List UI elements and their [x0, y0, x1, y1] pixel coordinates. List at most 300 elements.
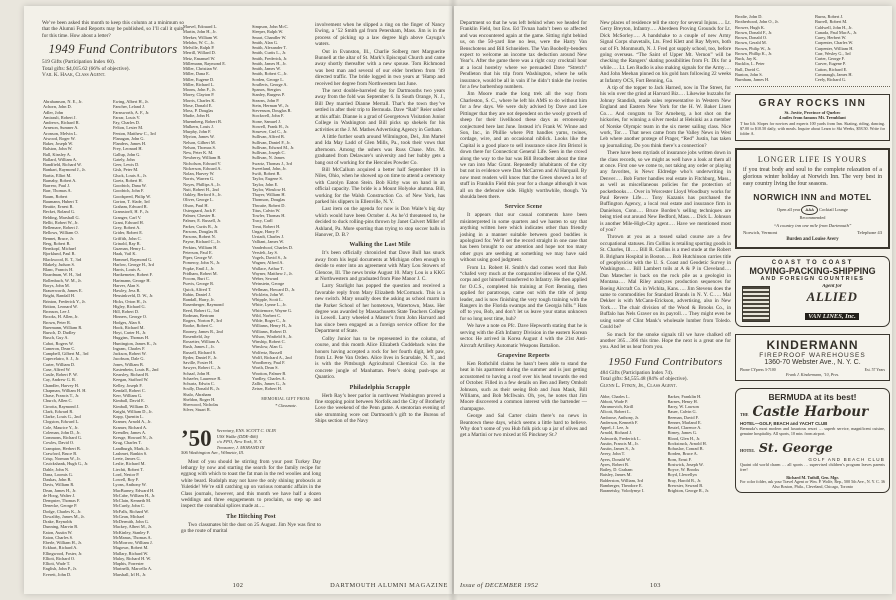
contributor-name: Bandfield, Richard W.	[43, 162, 82, 167]
contributor-name: Smith, Curtis L., Jr.	[252, 50, 287, 56]
warehouse-building-icon	[742, 286, 770, 322]
kindermann-est: Est. 57 Years	[864, 367, 885, 372]
contributor-name: Bunton, John S.	[735, 71, 763, 77]
contributor-name: Ambrose, Anthony, Jr.	[600, 414, 639, 420]
contributor-name: Wild, Norbert C.	[252, 312, 282, 318]
allied-brand-bar: VAN LINES, Inc.	[805, 313, 859, 320]
contributor-name: White, Lynne L., Jr.	[252, 302, 287, 308]
contributor-name: Perkins, William H.	[183, 244, 218, 250]
contributor-name: Liechti, Robert T.	[113, 466, 144, 472]
contributor-name: Parker, Curtis R., Jr.	[183, 223, 219, 229]
fund-1949-names-col-a	[43, 99, 109, 577]
contributor-name: Smith, James H., Jr.	[252, 60, 287, 66]
contributor-name: Martin, John H., Jr.	[183, 29, 217, 35]
contributor-name: Morey, Clayton P.	[183, 92, 215, 98]
contributor-name: Meeker, William W.	[183, 34, 219, 40]
ad-column	[735, 14, 890, 500]
contributor-name: Soufleris, George A.	[252, 81, 288, 87]
contributor-name: McGean, Michael	[113, 513, 145, 519]
contributor-name: Barker, Franklin H.	[667, 393, 702, 399]
contributor-name: Merrill, Willard D.	[183, 50, 216, 56]
page-right	[454, 6, 892, 594]
paragraph: Thrown at you as a tossed salad course are a few occupational statuses. Jim Collins is retailing sporting goods in St. Charles, Ill….. Bill R. Collins is a med stude at the Robert B. Brigham Hospital in Boston…. Bob Hutchinson carries title of geophysicist with the U. S. Coast and Geodetic Survey in Washington…. Bill Lambert toils at A & P in Cleveland…. Dan Matecher is back on the rock pile as a geologist in Montana…. Mal Riley analyzes production sequences for Boeing Aircraft Co. in Wichita, Kans….. Jim Stevens does the same to commodities for Standard Brands in N. Y. C….. Mal Dekker is with McCann-Erickson, advertising, also in New York…. The chair division of the Wood & Brooks Co., in Buffalo has Nels Graver on its payroll…. They might even be using some of Clint Mank’s wholesale lumber from Toledo. Could be?	[600, 234, 731, 331]
contributor-name: Gluck, Louis A., Jr.	[113, 172, 147, 178]
contributor-name: Ceely, Richard G.	[815, 77, 847, 82]
contributor-name: Scully, Donald B., Jr.	[183, 386, 221, 392]
contributor-name: Nelson, Gilbert M.	[183, 139, 216, 145]
fund-1949-names-col-b	[113, 99, 179, 577]
contributor-name: Williams, Robert D.	[252, 328, 288, 334]
contributor-name: Barnaby, Robert A.	[43, 177, 77, 183]
contributor-name: Hammel, Raymond G.	[113, 256, 153, 262]
fund-1949-stat-total: Total gifts: $4,015.62 (66% of objective).	[42, 65, 130, 72]
bermuda-hotel-label: HOTEL	[740, 447, 755, 453]
contributor-name: Olson, Paul H.	[183, 202, 209, 208]
contributor-name: Carver, Eugene P.	[815, 61, 846, 67]
contributor-name: Capecelatro, S. J., Jr.	[43, 356, 80, 362]
contributor-name: Krug, Charles T.	[113, 440, 142, 446]
ad-allied-van-lines	[735, 256, 890, 327]
contributor-name: Carpenter, William H.	[815, 45, 854, 51]
fund-1950-title: 1950 Fund Contributors	[608, 355, 723, 368]
fund-1950-continuation	[735, 14, 890, 87]
contributor-name: Harver, Alan S.	[113, 282, 140, 288]
contributor-name: Kerr, William G.	[113, 393, 143, 398]
contributor-name: Ingram, Charles F.	[113, 345, 146, 351]
paragraph: involvement when he slipped a ring on the finger of Nancy Ewing, a ’52 Smith gal from Petersham, Mass. Jim is in the process of picking up a law degree high above Cayuga’s waters.	[315, 22, 445, 48]
contributor-name: Carr, Wesley G., 3rd	[815, 50, 851, 56]
contributor-name: Baum, Robert	[43, 193, 68, 199]
contributor-name: Knight, William D., Jr.	[113, 408, 153, 414]
contributor-name: Millemann, Raymond E.	[183, 60, 226, 66]
contributor-name: Hartkemeier, Robert F.	[113, 272, 153, 278]
contributor-name: Ayres, Robert B.	[600, 461, 630, 467]
contributor-name: Kramer, Richard A.	[113, 424, 148, 430]
contributor-name: Swift, Robert B.	[252, 171, 281, 176]
fund-1950-names-col-b	[668, 394, 732, 494]
contributor-name: Zeiser, Robert H.	[252, 386, 282, 392]
contributor-name: Wicklein, John W.	[252, 291, 284, 297]
fund-1950-stat-total: Total gifts: $4,555.48 (84% of objective).	[600, 376, 688, 383]
contributor-name: Maphis, Forrester	[113, 561, 144, 566]
norwich-recommended: Recommended	[799, 214, 826, 220]
contributor-name: Kresge, Howard N., Jr.	[113, 435, 153, 440]
class-50-notes-col2	[600, 20, 731, 493]
contributor-name: Piper, George W.	[183, 255, 213, 260]
contributor-name: Mudie, John H.	[183, 113, 211, 119]
contributor-name: Davis, William R.	[43, 482, 75, 488]
contributor-name: Avery, John T.	[600, 451, 626, 457]
contributor-name: Baisley, James M.	[600, 472, 632, 478]
contributor-name: Woodberry, Paul F.	[252, 360, 286, 365]
contributor-name: Vanderhoof, Charles D.	[252, 244, 294, 250]
contributor-name: Birney, James G.	[667, 430, 698, 436]
contributor-name: McCurdy, John C.	[113, 503, 145, 509]
norwich-town: Norwich, Vermont	[743, 229, 778, 235]
bermuda-the: THE	[740, 411, 749, 417]
fund-1950-names-col-a	[600, 394, 664, 494]
contributor-name: Miller, Richard L.	[183, 81, 215, 87]
contributor-name: Bailey, D. Graham	[600, 467, 633, 472]
fund-1950-stat-gifts: 484 Gifts (Participation Index 74).	[600, 369, 674, 376]
contributor-name: Amirault, Robert J.	[43, 114, 77, 120]
contributor-name: Stevenson, Douglas R.	[252, 108, 292, 113]
contributor-name: Ungar, Harry F.	[252, 228, 280, 234]
contributor-name: Boardman, W. H., 3rd	[43, 272, 82, 278]
contributor-name: Blakely, Judson S.	[43, 261, 76, 267]
contributor-name: Fay, Charles D.	[113, 120, 140, 125]
fund-1950-cont-col-a	[735, 14, 811, 82]
contributor-name: Smith, Alexander T.	[252, 45, 287, 50]
contributor-name: Kelley, Joseph F.	[113, 382, 143, 388]
contributor-name: Kendall, Robert C.	[113, 387, 146, 393]
contributor-name: Winship, Robert C.	[252, 339, 286, 344]
contributor-name: Bamberger, Theodore E.	[600, 482, 643, 488]
contributor-name: Goetz, Robert H.	[113, 177, 143, 183]
contributor-name: Carter, William D.	[43, 361, 76, 367]
contributor-name: Bronson, Lee J.	[43, 309, 71, 314]
contributor-name: Brauerworth, James E.	[43, 288, 83, 293]
contributor-name: Russell, Richard S.	[183, 349, 217, 355]
contributor-name: Bernkopf, Michael	[43, 246, 76, 251]
contributor-name: Wilde, Roger C., Jr.	[252, 318, 287, 323]
contributor-name: Chase, Francis T., Jr.	[43, 393, 80, 398]
contributor-name: McFalls, Richard W.	[113, 508, 149, 514]
fund-1950-class-agent: Glenn L. Fitkin, Jr., Class Agent.	[600, 382, 678, 389]
contributor-name: Borden, Bruce A.	[667, 451, 698, 457]
contributor-name: Ballard, William A.	[43, 156, 78, 162]
contributor-name: Crisp, Norman W., Jr.	[43, 456, 81, 461]
gray-rocks-body: T bar lift. Slopes for novices and experts 100 yards from Inn. Skating, riding, dancing. $7.00 to $10.50 daily, with meals. Inquire about Learn to Ski Weeks, $58.50. Write for folder A.	[740, 121, 885, 137]
contributor-name: Saville, Foster H.	[183, 360, 214, 365]
norwich-owners: Burden and Louise Avery	[786, 236, 839, 242]
contributor-name: Keegan, Stafford W.	[113, 377, 149, 383]
contributor-name: Miller, Dana E.	[183, 71, 210, 77]
contributor-name: Oakley, Berford S., Jr.	[183, 192, 222, 197]
contributor-name: Whittemore, Wayne G.	[252, 307, 293, 313]
contributor-name: Benner, Marland E.	[667, 419, 702, 425]
allied-agent-for: Agent for	[822, 283, 842, 289]
contributor-name: Stone, Samuel J.	[252, 118, 281, 124]
contributor-name: Bohuslav, Conrad B.	[667, 446, 704, 451]
contributor-name: Buck, Jay K.	[735, 56, 758, 61]
contributor-name: Wolfertz, Russell	[252, 349, 283, 355]
class-officer-line: Secretary, ENS. SCOTT C. OLIN	[216, 428, 277, 433]
contributor-name: Yardley, Charles A.	[252, 375, 286, 381]
contributor-name: Geer, Lewis D.	[113, 162, 140, 167]
gray-rocks-location: St. Jovite, Province of Quebec	[784, 110, 841, 116]
kindermann-warehouses: FIREPROOF WAREHOUSES	[759, 351, 866, 359]
contributor-name: Kastenbein, Louis B., 2nd	[113, 366, 159, 372]
contributor-name: Rush, James J., Jr.	[183, 344, 215, 350]
contributor-name: Hill, Robert D.	[113, 309, 140, 314]
hitching-post-heading: The Hitching Post	[226, 513, 276, 520]
bermuda-manager: Richard M. Tuthill, Gen. Mgr.	[786, 474, 839, 480]
contributor-name: Baranetsky, Volodymyr I.	[600, 488, 645, 493]
contributor-name: Rasenberger, Raymond	[183, 302, 224, 308]
contributor-name: Adler, John	[43, 109, 64, 115]
contributor-name: Metz, Emanuel W.	[183, 55, 216, 61]
paragraph: A little further south around Wilmington, Del., Jim Martel and Ida May Ladd of Glen Mills, Pa., took their vows that afternoon. Among the ushers was Russ Chase. Mrs. M. graduated from Delaware’s university and her hubby gets a bang out of working for the Hercules Powder Co.	[315, 133, 445, 166]
contributor-name: Valliant, James W.	[252, 239, 285, 245]
contributor-name: Elliott, Wade T.	[43, 561, 71, 566]
contributor-name: Stockwell, John F.	[252, 113, 284, 119]
contributor-name: Marinelli, Marcello A.	[113, 566, 153, 572]
fund-1949-names-col-c	[183, 24, 249, 413]
contributor-name: Payne, Richard C., Jr.	[183, 239, 221, 245]
classmate-footnote: * Classmate.	[275, 402, 297, 408]
norwich-name: NORWICH INN and MOTEL	[753, 191, 872, 202]
contributor-name: McKinley, Stanley F.	[113, 529, 150, 535]
contributor-name: Ashworth, Frederick L.	[600, 435, 641, 441]
contributor-name: Bjorklund, Paul R.	[43, 251, 76, 257]
contributor-name: Hicks, Orton H., Jr.	[113, 298, 147, 304]
contributor-name: Palmer, E. Russell, Jr.	[183, 218, 222, 224]
contributor-name: Struever, Carl C., Jr.	[252, 129, 288, 134]
contributor-name: Dempster, Thomas F.	[43, 498, 81, 503]
class-50-notes-col1	[460, 20, 587, 440]
right-page-number: 103	[650, 582, 661, 589]
contributor-name: Spanos, Stergios	[252, 87, 281, 92]
contributor-name: Bull, David C.	[735, 66, 761, 72]
contributor-name: Rosenfield, Jay	[183, 333, 210, 339]
contributor-name: Barita, Elliot M.	[43, 172, 72, 178]
contributor-name: Thomson, Douglas	[252, 197, 286, 203]
paragraph: Jim Moore made the long trek all the way from Charleston, S. C., where he left his AMS to do without him for a few days. We were duly advised by Dave and Lee Pittinger that they are not dependent on the wooly growth of sheep for their livelihood these days as erroneously conjectured here last June. Instead it’s Frank W. Winne and Son, Inc., in Phillie where Pitt handles yarns, twines, cordage, wire, and an occasional niblick. Looks like the Capital is a good place to sell insurance since Jim Bristol is down there for Connecticut General Life. Seen in the crowd along the way to the bar was Bill Broadbent about the time we ran into Mac Grant. Repeatedly inhabitants of the city but not in evidence were Dan McCarren and Al Harquail. By now most readers will know that the Green showed a lot of stuff in Franklin Field this year for a change although it was all on the defensive side. Highly worthwhile, though. Ya shoulda been there.	[460, 91, 587, 200]
kindermann-address: 1360-70 Webster Ave., N. Y. C.	[764, 358, 861, 366]
contributor-name: Clarke, Louis G., 2nd	[43, 414, 81, 419]
contributor-name: Arneson, Sumner A.	[43, 125, 79, 131]
contributor-name: Huntington, James K., Jr.	[113, 340, 158, 346]
contributor-name: Carpenter, Charles W.	[815, 40, 854, 46]
contributor-name: Graham, Edward R.	[113, 204, 148, 209]
contributor-name: Mulkern, Louis J.	[183, 123, 214, 129]
section-heading: Service Scene	[504, 204, 543, 211]
contributor-name: Bostwick, Joseph W.	[667, 461, 704, 467]
contributor-name: Brotherhood, John O., Jr.	[735, 19, 779, 25]
contributor-name: Ostergaard, Jack F.	[183, 207, 217, 213]
paragraph: A tip of the topper to Jack Harned, now in The Street, for his win over the grind at Harvard Biz…. Likewise huzzahs for Johnny Standish, made sales representative in Western New England and Eastern New York for the H. W. Baker Linen Co…. And congrats to Tor Arneberg, a hot shot on the hickories, for winning a silver medal at Helsinki as a member of Norske Olympic team in the six meter sailing class. Nice work, Tor…. That news came from the Valley News in West Leb where another protege of Prager, “Red” Justin, has taken up journalizing. Do you think there’s a connection?	[600, 85, 731, 149]
contributor-name: Kimball, William D.	[113, 403, 149, 409]
contributor-name: Gorton, T. Slade, 3rd	[113, 198, 150, 204]
aaa-logo-icon: AAA	[801, 205, 818, 215]
contributor-name: Randall, Harry, Jr.	[183, 297, 215, 302]
contributor-name: Blood, Glen H., Jr.	[667, 435, 701, 441]
contributor-name: Leslie, Richard M.	[113, 461, 146, 467]
contributor-name: Britton, Leonard W.	[43, 303, 78, 309]
section-heading: Walking the Last Mile	[349, 242, 411, 249]
contributor-name: Bockstruck, Arnold H.	[667, 440, 707, 446]
ad-kindermann	[735, 334, 890, 381]
contributor-name: Barr, Thomas A.	[43, 188, 72, 194]
contributor-name: Rooney, James R., 2nd	[183, 328, 223, 334]
contributor-name: Aronson, Melvin L.	[43, 130, 78, 136]
contributor-name: Sherwood, Nicholas	[183, 402, 219, 407]
contributor-name: Balderston, William, 3rd	[600, 477, 643, 483]
contributor-name: Grey, Robert A.	[113, 225, 141, 230]
section-heading: Grapevine Reports	[497, 352, 550, 359]
contributor-name: Lowell, Roy F.	[113, 477, 139, 482]
class-officer-line: USS Walke (DDE-466)	[216, 433, 258, 439]
fund-1949-class-agent: Vail K. Haak, Class Agent.	[42, 72, 106, 79]
paragraph: There have been myriads of insurance jobs written down in the class records, so we might as well have a look at them all at once. First one we come to, not taking any order or playing any favorites, is Newc Eldredge who’s underwriting in Denver…. Bob Forter handles real estate in Fitchburg, Mass., as well as miscellaneous policies for the protection of pocketbooks…. Over in Worcester Lloyd Woodbury works for Paul Revere Life…. Tony Kazanis has purchased the Buffington Agency, a local real estate and insurance firm in Danielson, Conn…. Bruce Borden’s selling techniques are being tried out around New Bedford, Mass…. Dick L. Johnson is another Mile-High-City agent…. Have we mentioned most of you?	[600, 150, 731, 233]
contributor-name: Beutel, Clarence A.	[667, 425, 702, 430]
contributor-name: Peterson, Paul E.	[183, 249, 213, 255]
class-officer-line: c/o FPO, New York, N. Y.	[216, 439, 263, 444]
contributor-name: McMorrow, William J.	[113, 540, 153, 545]
contributor-name: Vogels, David S., Jr.	[252, 255, 288, 260]
contributor-name: Magown, Robert M.	[113, 545, 149, 551]
contributor-name: Silver, Stuart R.	[183, 407, 211, 413]
contributor-name: Pridham, Robert M.	[183, 270, 218, 276]
allied-line1: COAST TO COAST	[771, 259, 854, 266]
contributor-name: Church, Allen C.	[43, 398, 73, 404]
contributor-name: Nickerson, Edward A.	[183, 165, 222, 171]
contributor-name: Jacobson, Dale G.	[113, 356, 145, 362]
contributor-name: Norris, Warren G.	[183, 176, 215, 182]
contributor-name: Kopp, Quentin L.	[113, 414, 144, 419]
contributor-name: Simpson, John McC.	[252, 24, 289, 29]
contributor-name: Wolff, Richard A., 2nd	[252, 354, 292, 360]
contributor-name: Ellingwood, Foster, Jr.	[43, 550, 83, 556]
allied-line2: MOVING-PACKING-SHIPPING	[749, 265, 876, 276]
contributor-name: Dowaliby, James M., Jr.	[43, 513, 85, 519]
contributor-name: Miller, Eugene D.	[183, 76, 215, 82]
paragraph: Out in Evanston, Ill., Charlie Solberg met Marguerite Bunnell at the altar of St. Mark’s Episcopal Church and came away shortly thereafter with a new spouse. Tom Richmond was best man and several of our elder brethren from ’49 directed traffic. The bride logged in two years at ’Hamp and received her degree from Northwestern last June.	[315, 48, 445, 87]
contributor-name: Brown, Peter R.	[43, 319, 71, 325]
contributor-name: McDermith, John G.	[113, 519, 149, 524]
page-left	[24, 6, 452, 594]
contributor-name: Wellman, Howard D., Jr.	[252, 286, 296, 292]
contributor-name: Smart, Chandler W.	[252, 34, 287, 40]
paragraph: Ken Rothchild claims he hasn’t been able to stand the heat in his apartment during the summer and is just getting accustomed to having a roof over his head towards the end of October. Filled in a few details on Ben and Betty Omholt Johnson, such as their seeing Bob and Joan Mauk, Bill Williams, and Bob McIlwain. Oh, yes, he notes that Jim Moore discovered a common interest with the bartender — champagne.	[460, 360, 587, 412]
contributor-name: Brown, Donald F., Jr.	[735, 29, 773, 35]
paragraph: From Lt. Robert H. Smith’s dad comes word that Bob “chafed very much at the comparative idleness of the Q.M. corps and got himself transferred to Infantry. He then applied for O.C.S., completed his training at Fort Benning, then applied for paratroops, came out with the title of jump leader, and is now finishing the very tough training with the Rangers in the Florida swamps and the Georgia hills.” Hats off to you, Bob, and don’t let us leave your status unknown for so long next time, huh?	[460, 264, 588, 322]
contributor-name: Atwood, Roger W.	[43, 135, 76, 141]
paragraph: Herb Ray’s beer parlor in northwest Washington proved a fine stopping point between Norfolk and the City of Brotherly Love the weekend of the Penn game. A stentorian evening of uke strumming wore out Dartmouth’s gift to the Bureau of Ships section of the Navy	[315, 392, 445, 425]
kindermann-name: KINDERMANN	[766, 337, 859, 352]
paragraph: It’s been officially chronicled that Dave Bull has snuck away from his legal documents at Michigan often enough to decide to enter into an agreement with Mary Lou Stowers of Glencoe, Ill. The news broke August 10. Mary Lou is a KKG at Northwestern and graduated from Pine Manor J. C.	[315, 250, 445, 283]
contributor-name: Moons, John F., Jr.	[183, 87, 216, 92]
contributor-name: Miller, Christian W.	[183, 66, 218, 71]
contributor-name: Fenton, Matthew C., 3rd	[113, 130, 156, 136]
contributor-name: Wallace, Arthur T.	[252, 265, 284, 271]
paragraph: We have a note on Pfc. Dave Hepworth stating that he is serving with the 45th Infantry Division in the eastern Korean sector. He arrived in Korea August 4 with the 21st Anti-Aircraft Artillery Automatic Weapons Battalion.	[460, 323, 587, 349]
contributor-name: Busch, Guy A.	[43, 335, 69, 341]
contributor-name: Farnsworth, A. F., Jr.	[113, 109, 150, 115]
contributor-name: Flanagan, John G.	[113, 135, 145, 141]
st-george-sub: GOLF AND BEACH CLUB	[808, 456, 885, 462]
contributor-name: Melohn, W. C., Jr.	[183, 39, 215, 45]
bermuda-other-cities: Also Boston, Phila., Cleveland, Chicago, Toronto	[771, 483, 854, 489]
contributor-name: Bankart, Raymond J., Jr.	[43, 167, 86, 173]
contributor-name: Ewing, Albert H., Jr.	[113, 99, 149, 104]
paragraph: It appears that our casual comments have been misinterpreted in some quarters and we hasten to say that anything written here which indicates other than friendly joshing in a manner suitable between good buddies is apologized for. We’ll set the record straight in one case that has been brought to our attention and hope not too many other guys are seething at something we may have said without using good judgment.	[460, 212, 587, 264]
contributor-name: Leete, James G.	[113, 456, 141, 461]
contributor-name: Barry, W. Lawson	[667, 404, 699, 409]
contributor-name: Coleman, John D., Jr.	[43, 429, 81, 435]
paragraph: The next double-barreled day for Dartmouths two years away from the fold was September 6. In South Orange, N. J., Bill Dey married Dianne Merrall. That’s the town they’ve settled in after their trip to Bermuda. Dave “Rab” Reier ushed at this affair. Dianne is a grad of Georgetown Visitation Junior College in Washington and Bill picks up shekels for his activities at the J. M. Mathes Advertising Agency in Gotham.	[315, 88, 445, 133]
contributor-name: Jones, William B.	[113, 361, 144, 367]
st-george-body: Quaint old world charm … all sports … supervised children’s program leaves parents free!	[740, 461, 885, 472]
contributor-name: Bellows, William O.	[43, 230, 79, 236]
contributor-name: Carter, George F.	[815, 56, 845, 61]
contributor-name: Cameron, Dean C.	[43, 345, 76, 351]
ad-gray-rocks-inn	[735, 94, 890, 141]
contributor-name: Bray, Harold B., Jr.	[667, 477, 702, 483]
contributor-name: Sullivan, N. James	[252, 155, 285, 161]
contributor-name: Hook, Richard M.	[113, 324, 145, 330]
contributor-name: Gramstorff, H. F., Jr.	[113, 209, 150, 215]
allied-brand: ALLIED	[806, 288, 858, 304]
gray-rocks-title: GRAY ROCKS INN	[758, 98, 867, 110]
contributor-name: Catton, Richard E.	[815, 66, 848, 72]
contributor-name: Stearns, John P.	[252, 97, 280, 103]
hitching-post-text: Two classmates bit the dust on 25 August. Jim Nye was first to go the route of marital	[181, 521, 321, 535]
contributor-name: Cay, Andrew G. R.	[43, 377, 77, 383]
class-1949-header-block	[42, 20, 184, 79]
contributor-name: Muennberg, Robert B.	[183, 118, 223, 124]
contributor-name: Barrero, Paul J.	[43, 183, 71, 188]
contributor-name: Abbe, Charles L.	[600, 393, 630, 399]
contributor-name: Balston, John W.	[43, 146, 73, 152]
castle-harbour-sub: HOTEL—GOLF, BEACH and YACHT CLUB	[740, 420, 828, 426]
contributor-name: Smith, Alan G.	[252, 39, 279, 45]
contributor-name: Whipple, Scott L.	[252, 297, 283, 302]
contributor-name: Goodspeed, Philip W.	[113, 193, 151, 199]
contributor-name: Rabin, Daniel J.	[183, 291, 211, 297]
contributor-name: Guzman, Henry L.	[113, 246, 146, 251]
contributor-name: Bucklin, L. Peter	[735, 61, 765, 67]
contributor-name: Bollenbach, W. M., Jr.	[43, 277, 82, 283]
castle-harbour-body: Bermuda’s most modern and luxurious resort … superb service, magnificent cuisine, genuine hospitality. All sports, 10 min. from airport.	[740, 425, 885, 436]
contributor-name: Swartz, Thomas J., 3rd	[252, 160, 292, 166]
contributor-name: Sullivan, Joseph C.	[252, 150, 286, 155]
contributor-name: Goodrich, John F.	[113, 188, 145, 194]
contributor-name: Bennet, Bruce, Jr.	[43, 235, 75, 241]
contributor-name: Cruickshank, Hugh G., Jr.	[43, 461, 89, 467]
contributor-name: New, Peter K. M.	[183, 150, 214, 155]
contributor-name: Carey, Herbert W.	[815, 35, 847, 40]
contributor-name: Jackson, Robert W.	[113, 351, 147, 356]
contributor-name: Flanders, James H.	[113, 141, 147, 146]
contributor-name: Weber, Seward	[252, 276, 279, 281]
contributor-name: Hartmann, George H.	[113, 277, 151, 283]
contributor-name: Rossetter, William A.	[183, 339, 221, 344]
memorial-gift-label: MEMORIAL GIFT FROM:	[261, 396, 311, 401]
contributor-name: Goodrich, Dana W.	[113, 183, 147, 188]
contributor-name: Schaefer, Laurence R.	[183, 375, 222, 381]
contributor-name: Stein, Herman W., Jr.	[252, 102, 290, 108]
contributor-name: Brown, Gerald M.	[735, 40, 767, 46]
contributor-name: Bellemare, Robert J.	[43, 225, 79, 230]
contributor-name: Parsons, Robert N.	[183, 234, 216, 239]
contributor-name: Thayer, William H.	[252, 192, 286, 197]
contributor-name: Canada, Paul MacA., Jr.	[815, 29, 858, 35]
contributor-name: Born, Ernst F.	[667, 456, 692, 462]
contributor-name: Eckhart, Richard A.	[43, 545, 78, 551]
norwich-lounge: Cocktail Lounge	[819, 206, 848, 212]
allied-line3: AND FOREIGN COUNTRIES	[760, 275, 865, 282]
contributor-name: Crampton, Herbert B.	[43, 445, 81, 451]
contributor-name: Gish, Peter M.	[113, 167, 139, 173]
paragraph: New places of residence tell the story for several Injuns…. Lt. Gerry Breyton, Infantry…. Aberdeen Proving Grounds for Lt. Dick McSorley…. A handshake to a couple of new Army Signal Corps shavetails, Lts. Fred Klett and Ray Myers, both out of Ft. Monmouth, N. J. Fred got supply school, too, before going overseas. “The Saint of Upper Mt. Vernon” will be checking the Rangers’ skating possibilities from Ft. Dix for a while…. Lt. Len Rudlo is also making signals for the Army…. And John Meehan pinned on his gold bars following 22 weeks at Infantry OCS, Fort Benning, Ga.	[600, 20, 731, 84]
contributor-name: Berg, Robert B.	[43, 240, 71, 246]
contributor-name: Cirrotta, Raymond J.	[43, 403, 80, 409]
contributor-name: English, John P., Jr.	[43, 566, 77, 572]
contributor-name: Campbell, Gilbert M., 3rd	[43, 351, 89, 356]
class-50-section	[181, 428, 321, 536]
